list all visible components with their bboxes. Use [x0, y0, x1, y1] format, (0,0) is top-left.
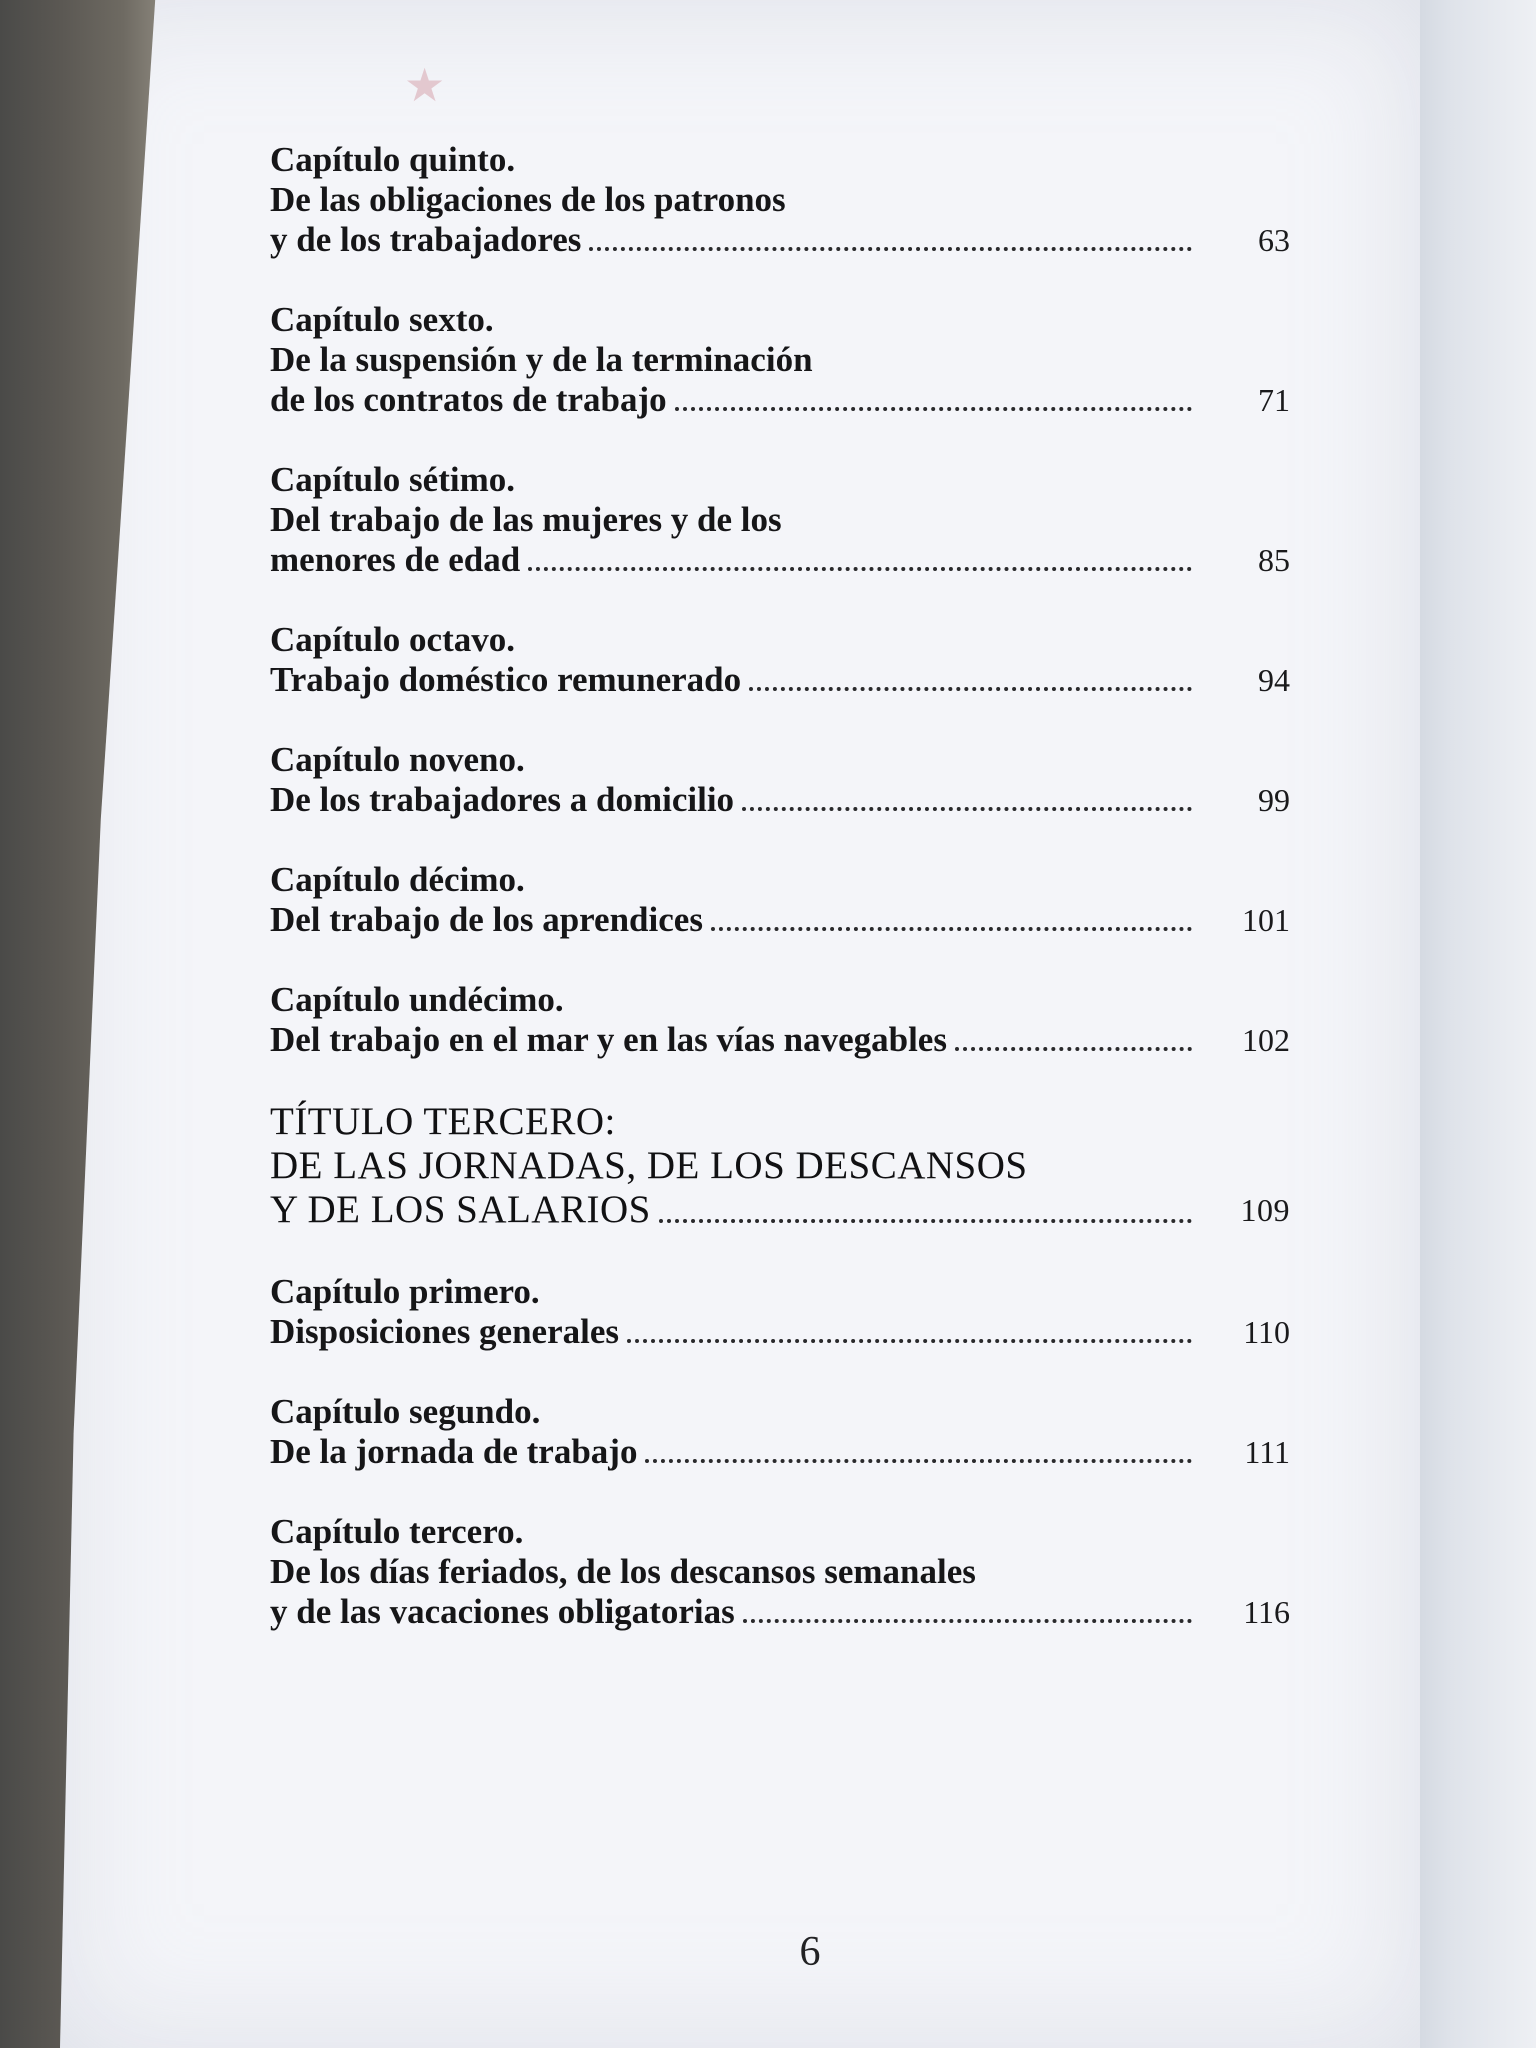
dot-leader [589, 247, 1192, 251]
toc-entry-leader-line [270, 220, 1290, 260]
toc-entry [270, 460, 1290, 580]
toc-entry [270, 1512, 1290, 1632]
toc-entry-last-text: menores de edad [270, 540, 521, 579]
toc-page-number: 99 [1258, 782, 1290, 818]
dot-leader [711, 927, 1192, 931]
toc-entry-last-text: y de las vacaciones obligatorias [270, 1592, 735, 1631]
toc-entry-heading: Capítulo sétimo. [270, 460, 515, 499]
dot-leader [675, 407, 1192, 411]
dot-leader [743, 1619, 1192, 1623]
toc-entry-last-text: Disposiciones generales [270, 1312, 620, 1351]
toc-entry-leader-line [270, 780, 1290, 820]
toc-entry-heading: Capítulo tercero. [270, 1512, 524, 1551]
star-icon: ★ [404, 58, 446, 112]
toc-entry-heading: Capítulo primero. [270, 1272, 540, 1311]
dot-leader [528, 567, 1192, 571]
toc-entry-leader-line [270, 380, 1290, 420]
toc-entry-heading: Capítulo noveno. [270, 740, 525, 779]
toc-entry [270, 620, 1290, 700]
toc-entry-last-text: De la jornada de trabajo [270, 1432, 638, 1471]
toc-entry-leader-line [270, 660, 1290, 700]
toc-entry [270, 860, 1290, 940]
toc-entry [270, 980, 1290, 1060]
toc-entry-leader-line [270, 1312, 1290, 1352]
dot-leader [955, 1047, 1192, 1051]
toc-entry [270, 740, 1290, 820]
toc-entry [270, 300, 1290, 420]
toc-entry-leader-line [270, 1020, 1290, 1060]
toc-entry-last-text: Del trabajo de los aprendices [270, 900, 703, 939]
toc-entry-line: De la suspensión y de la terminación [270, 340, 813, 379]
toc-title-line: DE LAS JORNADAS, DE LOS DESCANSOS [270, 1144, 1028, 1187]
toc-title-line: TÍTULO TERCERO: [270, 1100, 616, 1143]
toc-page-number: 85 [1258, 542, 1290, 578]
toc-title-entry [270, 1100, 1290, 1232]
table-of-contents [270, 140, 1290, 1672]
toc-entry-last-text: y de los trabajadores [270, 220, 582, 259]
dot-leader [742, 807, 1192, 811]
toc-page-number: 109 [1240, 1192, 1290, 1228]
toc-page-number: 110 [1243, 1314, 1290, 1350]
toc-entry [270, 1392, 1290, 1472]
toc-entry-last-text: Del trabajo en el mar y en las vías navegables [270, 1020, 947, 1059]
dot-leader [645, 1459, 1192, 1463]
toc-entry-leader-line [270, 1188, 1290, 1232]
toc-page-number: 71 [1258, 382, 1290, 418]
toc-entry-line: De los días feriados, de los descansos semanales [270, 1552, 976, 1591]
toc-entry-heading: Capítulo undécimo. [270, 980, 564, 1019]
toc-page-number: 94 [1258, 662, 1290, 698]
toc-page-number: 102 [1242, 1022, 1290, 1058]
toc-entry-last-text: De los trabajadores a domicilio [270, 780, 735, 819]
dot-leader [749, 687, 1192, 691]
toc-page-number: 111 [1244, 1434, 1290, 1470]
toc-entry-last-text: Trabajo doméstico remunerado [270, 660, 742, 699]
dot-leader [627, 1339, 1192, 1343]
toc-entry-leader-line [270, 900, 1290, 940]
toc-entry-line: Del trabajo de las mujeres y de los [270, 500, 782, 539]
toc-entry-heading: Capítulo quinto. [270, 140, 516, 179]
toc-entry-leader-line [270, 540, 1290, 580]
page-folio-number: 6 [799, 1929, 821, 1975]
toc-entry-last-text: Y DE LOS SALARIOS [270, 1188, 651, 1231]
toc-entry-heading: Capítulo octavo. [270, 620, 515, 659]
dot-leader [659, 1219, 1192, 1223]
toc-entry [270, 140, 1290, 260]
toc-page-number: 116 [1243, 1594, 1290, 1630]
toc-entry-line: De las obligaciones de los patronos [270, 180, 786, 219]
toc-entry-heading: Capítulo décimo. [270, 860, 525, 899]
toc-entry-leader-line [270, 1432, 1290, 1472]
toc-entry-heading: Capítulo segundo. [270, 1392, 541, 1431]
toc-page-number: 101 [1242, 902, 1290, 938]
toc-entry [270, 1272, 1290, 1352]
toc-entry-last-text: de los contratos de trabajo [270, 380, 667, 419]
toc-page-number: 63 [1258, 222, 1290, 258]
toc-entry-leader-line [270, 1592, 1290, 1632]
toc-entry-heading: Capítulo sexto. [270, 300, 494, 339]
